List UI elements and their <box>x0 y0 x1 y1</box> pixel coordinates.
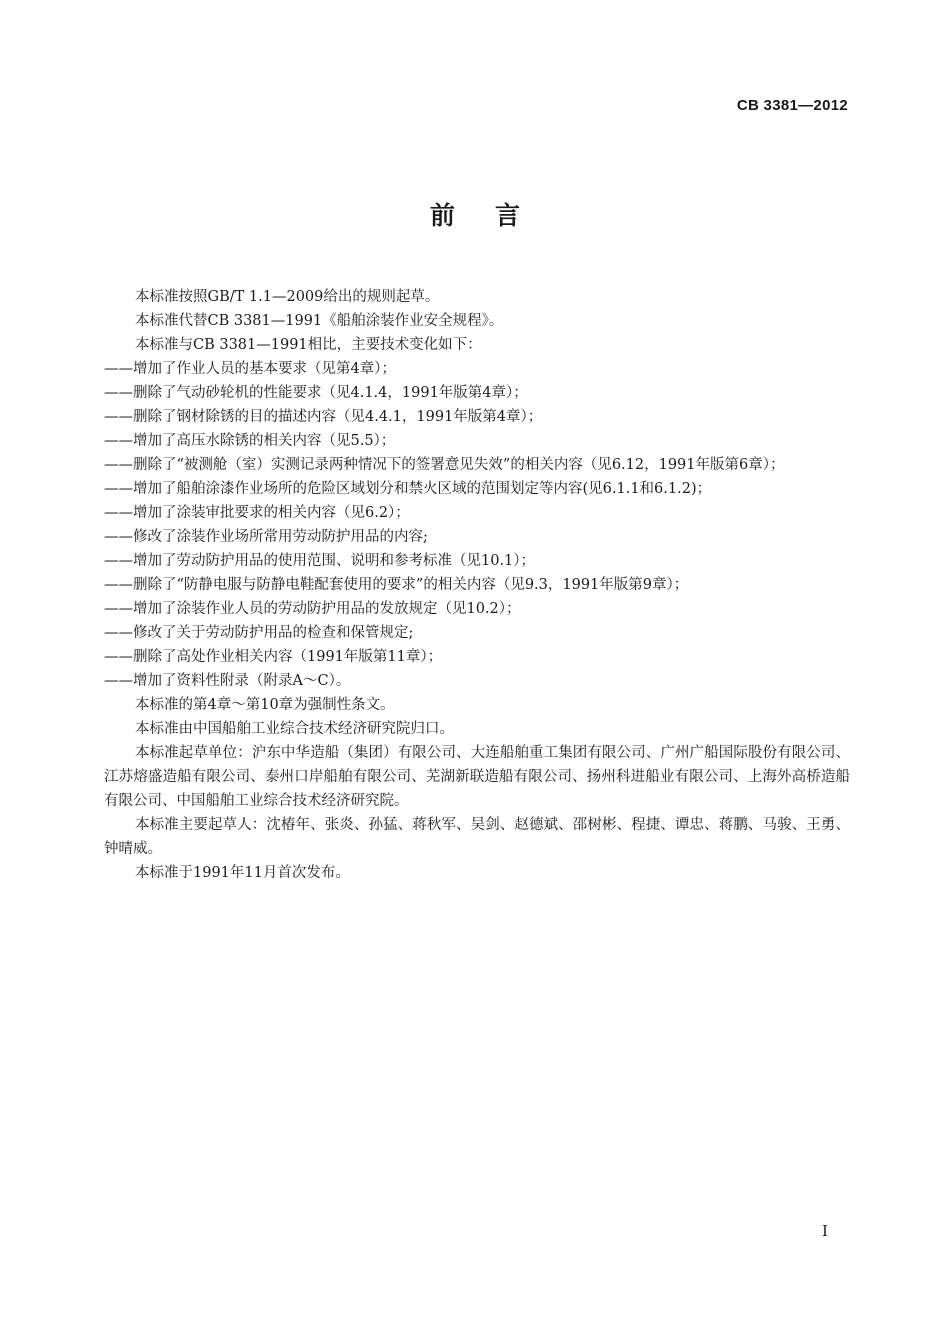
change-item: ——增加了劳动防护用品的使用范围、说明和参考标准（见10.1）； <box>104 553 536 569</box>
change-item: ——修改了关于劳动防护用品的检查和保管规定; <box>104 625 414 641</box>
change-item: ——删除了钢材除锈的目的描述内容（见4.4.1，1991年版第4章）； <box>104 409 543 425</box>
change-item: ——增加了涂装审批要求的相关内容（见6.2）； <box>104 505 410 521</box>
drafting-units: 本标准起草单位：沪东中华造船（集团）有限公司、大连船舶重工集团有限公司、广州广船国际股份有限公司、江苏熔盛造船有限公司、泰州口岸船舶有限公司、芜湖新联造船有限公司、扬州科进船业有限公司、上海外高桥造船有限公司、中国船舶工业综合技术经济研究院。 <box>104 745 850 809</box>
change-item: ——增加了作业人员的基本要求（见第4章）； <box>104 361 396 377</box>
paragraph: 本标准代替CB 3381—1991《船舶涂装作业安全规程》。 <box>135 313 504 329</box>
drafters: 本标准主要起草人：沈椿年、张炎、孙猛、蒋秋军、吴剑、赵德斌、邵树彬、程捷、谭忠、蒋鹏、马骏、王勇、钟晴威。 <box>104 817 850 857</box>
paragraph: 本标准的第4章～第10章为强制性条文。 <box>135 697 395 713</box>
change-item: ——增加了资料性附录（附录A～C）。 <box>104 673 351 689</box>
paragraph: 本标准与CB 3381—1991相比，主要技术变化如下： <box>135 337 482 353</box>
change-item: ——删除了“被测舱（室）实测记录两种情况下的签署意见失效”的相关内容（见6.12，1991年版第6章）； <box>104 457 785 473</box>
paragraph: 本标准由中国船舶工业综合技术经济研究院归口。 <box>135 721 454 737</box>
change-item: ——增加了涂装作业人员的劳动防护用品的发放规定（见10.2）； <box>104 601 521 617</box>
page-title: 前言 <box>429 201 560 230</box>
change-item: ——增加了高压水除锈的相关内容（见5.5）； <box>104 433 396 449</box>
page-number: I <box>822 1222 828 1240</box>
standard-code: CB 3381—2012 <box>736 97 848 114</box>
paragraph: 本标准于1991年11月首次发布。 <box>135 865 350 881</box>
change-item: ——增加了船舶涂漆作业场所的危险区域划分和禁火区域的范围划定等内容(见6.1.1和6.1.2)； <box>104 481 712 497</box>
foreword-body <box>104 285 850 885</box>
change-item: ——删除了“防静电服与防静电鞋配套使用的要求”的相关内容（见9.3，1991年版第9章）； <box>104 577 689 593</box>
change-item: ——删除了高处作业相关内容（1991年版第11章）； <box>104 649 443 665</box>
change-item: ——删除了气动砂轮机的性能要求（见4.1.4，1991年版第4章）； <box>104 385 528 401</box>
change-item: ——修改了涂装作业场所常用劳动防护用品的内容; <box>104 529 428 545</box>
paragraph: 本标准按照GB/T 1.1—2009给出的规则起草。 <box>135 289 440 305</box>
